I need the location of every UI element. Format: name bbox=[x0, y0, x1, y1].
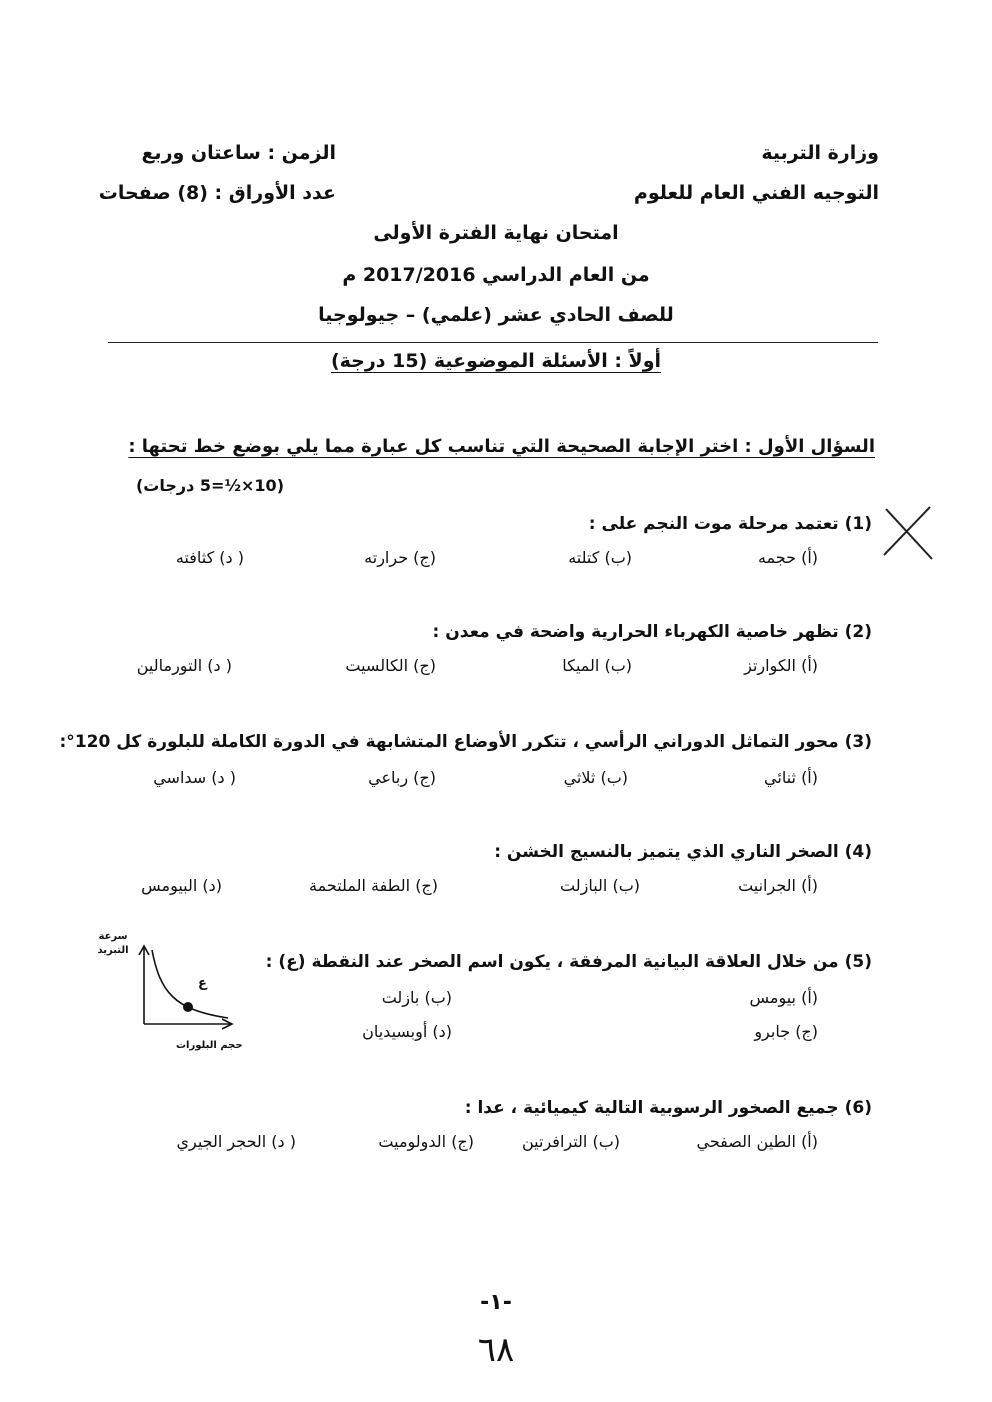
item2-stem: (2) تظهر خاصية الكهرباء الحرارية واضحة في معدن : bbox=[432, 622, 872, 642]
graph-point-label: ع bbox=[198, 976, 207, 991]
item4-option-d[interactable]: (د) البيومس bbox=[141, 876, 222, 895]
item1-option-b[interactable]: (ب) كتلته bbox=[568, 548, 632, 567]
handwritten-number: ٦٨ bbox=[477, 1330, 515, 1370]
item1-option-d[interactable]: ( د) كثافته bbox=[175, 548, 244, 567]
question1-instruction: السؤال الأول : اختر الإجابة الصحيحة التي تناسب كل عبارة مما يلي بوضع خط تحتها : bbox=[128, 436, 875, 457]
item1-option-c[interactable]: (ج) حرارته bbox=[364, 548, 436, 567]
item4-stem: (4) الصخر الناري الذي يتميز بالنسيج الخشن : bbox=[494, 842, 872, 862]
item3-option-c[interactable]: (ج) رباعي bbox=[368, 768, 436, 787]
ministry-name: وزارة التربية bbox=[761, 142, 879, 164]
item6-options bbox=[0, 1132, 992, 1156]
exam-title: امتحان نهاية الفترة الأولى bbox=[373, 222, 619, 244]
item3-option-d[interactable]: ( د) سداسي bbox=[153, 768, 236, 787]
item1-option-a[interactable]: (أ) حجمه bbox=[757, 548, 818, 567]
item3-option-b[interactable]: (ب) ثلاثي bbox=[563, 768, 628, 787]
question1-marks: (10×½=5 درجات) bbox=[135, 476, 284, 495]
page-count: عدد الأوراق : (8) صفحات bbox=[98, 182, 336, 204]
cooling-crystal-graph bbox=[130, 942, 240, 1034]
grade-subject: للصف الحادي عشر (علمي) – جيولوجيا bbox=[318, 304, 674, 326]
item6-option-a[interactable]: (أ) الطين الصفحي bbox=[696, 1132, 818, 1151]
item5-option-b[interactable]: (ب) بازلت bbox=[381, 988, 452, 1007]
page-number: -١- bbox=[480, 1290, 512, 1315]
graph-x-label: حجم البلورات bbox=[176, 1040, 243, 1051]
item2-options bbox=[0, 656, 992, 680]
item3-stem: (3) محور التماثل الدوراني الرأسي ، تتكرر الأوضاع المتشابهة في الدورة الكاملة للبلورة كل 120°: bbox=[59, 732, 872, 752]
item6-option-b[interactable]: (ب) الترافرتين bbox=[522, 1132, 620, 1151]
item4-option-c[interactable]: (ج) الطفة الملتحمة bbox=[309, 876, 438, 895]
item2-option-d[interactable]: ( د) التورمالين bbox=[136, 656, 232, 675]
section-title: أولاً : الأسئلة الموضوعية (15 درجة) bbox=[330, 350, 662, 372]
item2-option-a[interactable]: (أ) الكوارتز bbox=[744, 656, 818, 675]
item6-option-d[interactable]: ( د) الحجر الجيري bbox=[176, 1132, 296, 1151]
item6-stem: (6) جميع الصخور الرسوبية التالية كيميائية ، عدا : bbox=[464, 1098, 872, 1118]
item2-option-b[interactable]: (ب) الميكا bbox=[562, 656, 632, 675]
department-name: التوجيه الفني العام للعلوم bbox=[633, 182, 879, 204]
header-divider bbox=[108, 342, 878, 343]
exam-time: الزمن : ساعتان وربع bbox=[141, 142, 336, 164]
item4-option-a[interactable]: (أ) الجرانيت bbox=[738, 876, 818, 895]
item3-option-a[interactable]: (أ) ثنائي bbox=[764, 768, 818, 787]
item1-options bbox=[0, 548, 992, 572]
item6-option-c[interactable]: (ج) الدولوميت bbox=[378, 1132, 474, 1151]
item5-option-a[interactable]: (أ) بيومس bbox=[749, 988, 818, 1007]
item1-stem: (1) تعتمد مرحلة موت النجم على : bbox=[588, 514, 872, 534]
item5-stem: (5) من خلال العلاقة البيانية المرفقة ، يكون اسم الصخر عند النقطة (ع) : bbox=[265, 952, 872, 972]
graph-y-label: سرعة التبريد bbox=[97, 931, 129, 956]
item5-option-d[interactable]: (د) أوبسيديان bbox=[362, 1022, 452, 1041]
item3-options bbox=[0, 768, 992, 792]
item5-option-c[interactable]: (ج) جابرو bbox=[754, 1022, 818, 1041]
academic-year: من العام الدراسي 2017/2016 م bbox=[342, 264, 650, 286]
item4-option-b[interactable]: (ب) البازلت bbox=[560, 876, 640, 895]
item4-options bbox=[0, 876, 992, 900]
item2-option-c[interactable]: (ج) الكالسيت bbox=[345, 656, 436, 675]
